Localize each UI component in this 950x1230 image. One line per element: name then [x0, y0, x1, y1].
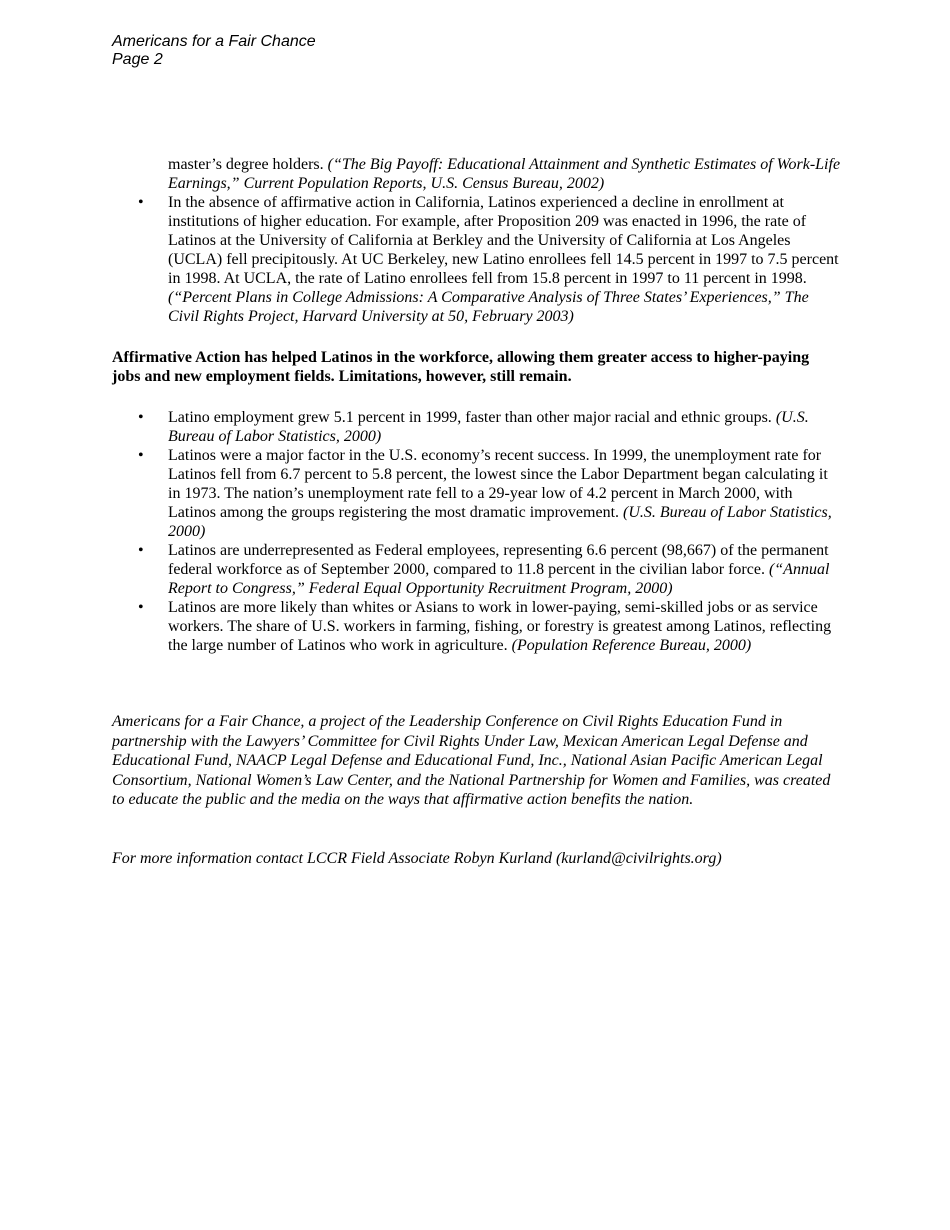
bullet-citation: (“Percent Plans in College Admissions: A Comparative Analysis of Three States’ Experiences,” The Civil Rights Project, Harvard University at 50, February 2003)	[168, 289, 809, 325]
list-item	[112, 193, 842, 326]
continued-citation: (“The Big Payoff: Educational Attainment and Synthetic Estimates of Work-Life Earnings,” Current Population Reports, U.S. Census Bureau, 2002)	[168, 156, 841, 192]
bullet-icon: •	[138, 599, 144, 616]
bullet-citation: (Population Reference Bureau, 2000)	[511, 637, 752, 654]
contact-line: For more information contact LCCR Field Associate Robyn Kurland (kurland@civilrights.org)	[112, 850, 722, 867]
bullet-text: Latino employment grew 5.1 percent in 1999, faster than other major racial and ethnic groups.	[168, 409, 776, 426]
continued-text: master’s degree holders.	[168, 156, 328, 173]
bullet-citation: (U.S. Bureau of Labor Statistics, 2000)	[168, 504, 832, 540]
bullet-icon: •	[138, 542, 144, 559]
bullet-icon: •	[138, 447, 144, 464]
bullet-icon: •	[138, 194, 144, 211]
list-item	[112, 598, 842, 655]
bullet-text: In the absence of affirmative action in California, Latinos experienced a decline in enrollment at institutions of higher education. For example, after Proposition 209 was enacted in 1996, the rate of Latinos at the University of California at Berkley and the University of California at Los Angeles (UCLA) fell precipitously. At UC Berkeley, new Latino enrollees fell 14.5 percent in 1997 to 7.5 percent in 1998. At UCLA, the rate of Latino enrollees fell from 15.8 percent in 1997 to 11 percent in 1998.	[168, 194, 839, 287]
list-item	[112, 541, 842, 598]
workforce-bullet-list	[112, 408, 842, 655]
bullet-citation: (“Annual Report to Congress,” Federal Equal Opportunity Recruitment Program, 2000)	[168, 561, 830, 597]
bullet-text: Latinos are more likely than whites or Asians to work in lower-paying, semi-skilled jobs or as service workers. The share of U.S. workers in farming, fishing, or forestry is greatest among Latinos, reflecting the large number of Latinos who work in agriculture.	[168, 599, 832, 654]
about-paragraph: Americans for a Fair Chance, a project of the Leadership Conference on Civil Rights Education Fund in partnership with the Lawyers’ Committee for Civil Rights Under Law, Mexican American Legal Defense and Educational Fund, NAACP Legal Defense and Educational Fund, Inc., National Asian Pacific American Legal Consortium, National Women’s Law Center, and the National Partnership for Women and Families, was created to educate the public and the media on the ways that affirmative action benefits the nation.	[112, 713, 831, 808]
bullet-citation: (U.S. Bureau of Labor Statistics, 2000)	[168, 409, 809, 445]
list-item	[112, 408, 842, 446]
page-header	[112, 33, 316, 69]
section-heading: Affirmative Action has helped Latinos in the workforce, allowing them greater access to higher-paying jobs and new employment fields. Limitations, however, still remain.	[112, 349, 810, 385]
continued-paragraph	[168, 155, 848, 193]
bullet-text: Latinos are underrepresented as Federal employees, representing 6.6 percent (98,667) of the permanent federal workforce as of September 2000, compared to 11.8 percent in the civilian labor force.	[168, 542, 829, 578]
list-item	[112, 446, 842, 541]
bullet-text: Latinos were a major factor in the U.S. economy’s recent success. In 1999, the unemployment rate for Latinos fell from 6.7 percent to 5.8 percent, the lowest since the Labor Department began calculating it in 1973. The nation’s unemployment rate fell to a 29-year low of 4.2 percent in March 2000, with Latinos among the groups registering the most dramatic improvement.	[168, 447, 828, 521]
bullet-icon: •	[138, 409, 144, 426]
header-page-number: Page 2	[112, 51, 163, 68]
education-bullet-list	[112, 193, 842, 326]
header-org-name: Americans for a Fair Chance	[112, 33, 316, 50]
